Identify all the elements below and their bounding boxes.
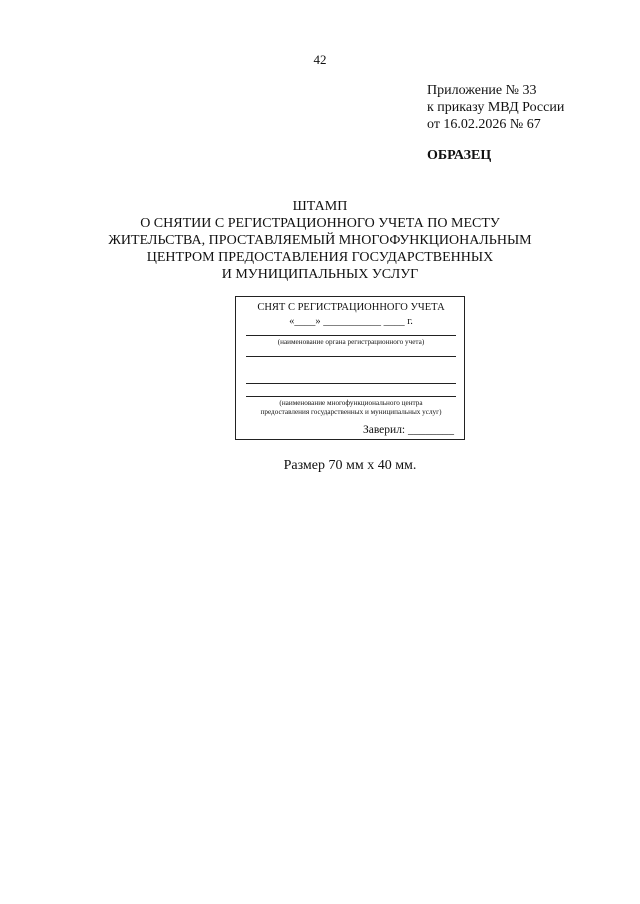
document-title <box>60 198 580 283</box>
center-name-line-2 <box>246 396 456 397</box>
title-line: ШТАМП <box>292 199 348 214</box>
title-line: ЖИТЕЛЬСТВА, ПРОСТАВЛЯЕМЫЙ МНОГОФУНКЦИОНАЛЬНЫМ <box>108 233 532 248</box>
page-number: 42 <box>313 52 327 67</box>
appendix-reference <box>427 82 564 133</box>
appendix-order: к приказу МВД России <box>427 100 565 115</box>
stamp-size-note: Размер 70 мм х 40 мм. <box>283 458 417 473</box>
stamp-heading: СНЯТ С РЕГИСТРАЦИОННОГО УЧЕТА <box>257 302 445 313</box>
authority-caption: (наименование органа регистрационного учета) <box>277 338 425 346</box>
appendix-order-date: от 16.02.2026 № 67 <box>427 117 541 132</box>
certified-signature: Заверил: ________ <box>362 424 454 436</box>
title-line: О СНЯТИИ С РЕГИСТРАЦИОННОГО УЧЕТА ПО МЕСТУ <box>140 216 500 231</box>
authority-name-line <box>246 335 456 336</box>
center-name-line <box>246 383 456 384</box>
title-line: ЦЕНТРОМ ПРЕДОСТАВЛЕНИЯ ГОСУДАРСТВЕННЫХ <box>146 250 494 265</box>
sample-label: ОБРАЗЕЦ <box>427 148 492 163</box>
authority-name-line-2 <box>246 356 456 357</box>
stamp-sample <box>235 296 465 440</box>
center-caption-line: предоставления государственных и муниципальных услуг) <box>260 408 442 416</box>
appendix-number: Приложение № 33 <box>427 83 537 98</box>
title-line: И МУНИЦИПАЛЬНЫХ УСЛУГ <box>221 267 419 282</box>
stamp-date-line: «____» ___________ ____ г. <box>289 316 413 327</box>
center-caption-line: (наименование многофункционального центра <box>279 399 423 407</box>
center-caption <box>236 399 466 417</box>
